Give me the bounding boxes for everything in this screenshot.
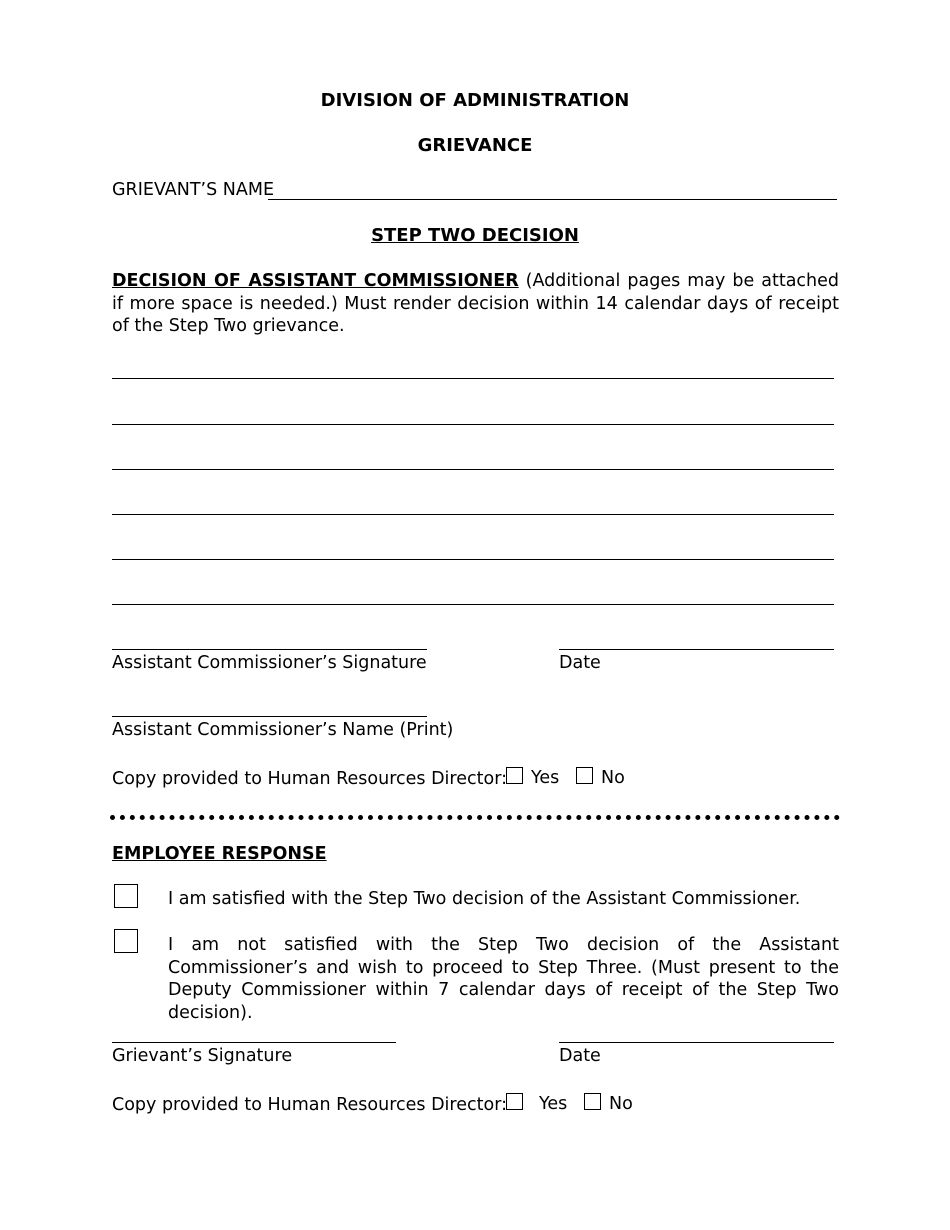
- form-title: GRIEVANCE: [417, 135, 533, 156]
- grievant-signature-field[interactable]: [112, 1042, 396, 1043]
- commissioner-copy-no-label: No: [601, 768, 625, 788]
- grievant-copy-yes-checkbox[interactable]: [506, 1093, 523, 1110]
- decision-instructions: [112, 270, 839, 338]
- commissioner-copy-label: Copy provided to Human Resources Director:: [112, 769, 507, 789]
- satisfied-checkbox[interactable]: [114, 884, 138, 908]
- grievant-copy-no-checkbox[interactable]: [584, 1093, 601, 1110]
- not-satisfied-option-text: I am not satisfied with the Step Two decision of the Assistant Commissioner’s and wish to proceed to Step Three. (Must present to the Deputy Commissioner within 7 calendar days of receipt of the Step Two decision).: [168, 935, 839, 1023]
- commissioner-copy-no-option: [576, 767, 625, 788]
- commissioner-name-field[interactable]: [112, 716, 427, 717]
- decision-heading: DECISION OF ASSISTANT COMMISSIONER: [112, 271, 519, 291]
- grievant-date-label: Date: [559, 1046, 601, 1066]
- decision-instructions-text: (Additional pages may be attached if more space is needed.) Must render decision within 14 calendar days of receipt of the Step Two grievance.: [112, 271, 840, 336]
- employee-response-heading: EMPLOYEE RESPONSE: [112, 844, 327, 864]
- commissioner-copy-yes-checkbox[interactable]: [506, 767, 523, 784]
- not-satisfied-checkbox[interactable]: [114, 929, 138, 953]
- grievant-name-label: GRIEVANT’S NAME: [112, 180, 274, 200]
- commissioner-date-label: Date: [559, 653, 601, 673]
- commissioner-copy-no-checkbox[interactable]: [576, 767, 593, 784]
- grievant-copy-label: Copy provided to Human Resources Director:: [112, 1095, 507, 1115]
- commissioner-copy-yes-option: [506, 767, 559, 788]
- decision-line[interactable]: [112, 378, 834, 379]
- decision-line[interactable]: [112, 424, 834, 425]
- step-title: STEP TWO DECISION: [371, 225, 579, 246]
- commissioner-signature-field[interactable]: [112, 649, 427, 650]
- section-divider: [110, 815, 840, 820]
- decision-line[interactable]: [112, 469, 834, 470]
- commissioner-date-field[interactable]: [559, 649, 834, 650]
- grievant-copy-no-option: [584, 1093, 633, 1114]
- grievant-date-field[interactable]: [559, 1042, 834, 1043]
- grievant-name-field[interactable]: [268, 199, 837, 200]
- grievant-copy-yes-label: Yes: [539, 1094, 568, 1114]
- grievant-copy-no-label: No: [609, 1094, 633, 1114]
- grievant-copy-yes-option: [506, 1093, 567, 1114]
- decision-line[interactable]: [112, 604, 834, 605]
- grievant-signature-label: Grievant’s Signature: [112, 1046, 293, 1066]
- division-title: DIVISION OF ADMINISTRATION: [320, 90, 630, 111]
- decision-line[interactable]: [112, 559, 834, 560]
- commissioner-signature-label: Assistant Commissioner’s Signature: [112, 653, 427, 673]
- commissioner-name-label: Assistant Commissioner’s Name (Print): [112, 720, 454, 740]
- satisfied-option-text: I am satisfied with the Step Two decision of the Assistant Commissioner.: [168, 889, 801, 909]
- commissioner-copy-yes-label: Yes: [531, 768, 560, 788]
- decision-line[interactable]: [112, 514, 834, 515]
